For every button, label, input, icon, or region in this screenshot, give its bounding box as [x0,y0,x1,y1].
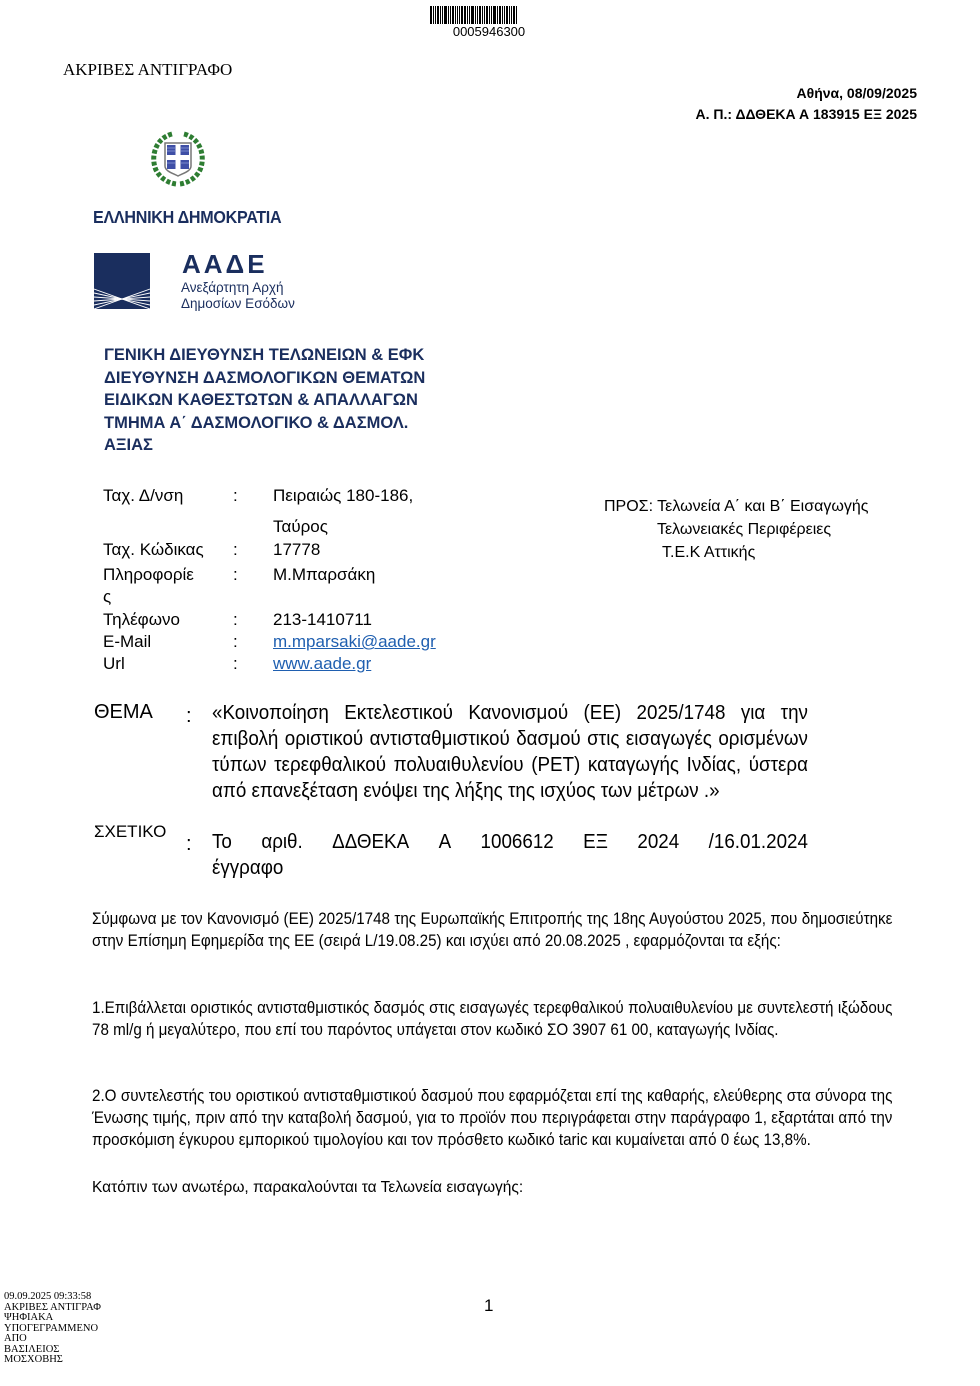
barcode-bar [513,6,515,24]
info-label-wrap: ς [103,587,112,606]
barcode-bar [511,6,512,24]
barcode-bar [430,6,432,24]
barcode-bar [464,6,466,24]
phone-label: Τηλέφωνο [103,610,180,629]
hellenic-republic-title: ΕΛΛΗΝΙΚΗ ΔΗΜΟΚΡΑΤΙΑ [93,207,282,227]
barcode-bar [469,6,470,24]
aade-subtitle-line: Ανεξάρτητη Αρχή [181,280,284,295]
barcode-bar [471,6,474,24]
barcode-bar [444,6,447,24]
exact-copy-stamp: ΑΚΡΙΒΕΣ ΑΝΤΙΓΡΑΦΟ [63,60,233,79]
barcode [430,6,548,24]
url-link[interactable]: www.aade.gr [273,654,372,673]
barcode-bar [437,6,439,24]
colon: : [233,654,238,673]
barcode-bar [493,6,496,24]
signature-line: ΜΟΣΧΟΒΗΣ [4,1354,63,1365]
aade-subtitle-line: Δημοσίων Εσόδων [181,296,295,311]
related-word: Το [212,831,232,853]
barcode-bar [499,6,501,24]
barcode-bar [433,6,434,24]
related-line: έγγραφο [212,857,284,879]
barcode-bar [486,6,488,24]
barcode-bar [457,6,458,24]
protocol-number: Α. Π.: ΔΔΘΕΚΑ Α 183915 ΕΞ 2025 [695,106,917,122]
signature-line: ΨΗΦΙΑΚΑ [4,1312,54,1323]
postal-code-label: Ταχ. Κώδικας [103,540,204,559]
related-word: ΕΞ [583,831,608,853]
department-line: ΓΕΝΙΚΗ ΔΙΕΥΘΥΝΣΗ ΤΕΛΩΝΕΙΩΝ & ΕΦΚ [104,346,425,364]
barcode-bar [502,6,503,24]
body-paragraph-closing: Κατόπιν των ανωτέρω, παρακαλούνται τα Τελωνεία εισαγωγής: [92,1179,524,1196]
department-block [104,344,425,457]
related-colon: : [186,833,192,855]
address-value: Πειραιώς 180-186, [273,486,414,505]
colon: : [233,610,238,629]
subject-label: ΘΕΜΑ [94,701,153,723]
signature-line: ΑΠΟ [4,1333,27,1344]
barcode-bar [477,6,478,24]
aade-subtitle [181,280,295,312]
signature-line: ΥΠΟΓΕΓΡΑΜΜΕΝΟ [4,1322,99,1334]
subject-colon: : [186,705,192,727]
related-line [212,829,808,855]
department-line: ΔΙΕΥΘΥΝΣΗ ΔΑΣΜΟΛΟΓΙΚΩΝ ΘΕΜΑΤΩΝ [104,368,426,387]
barcode-bar [459,6,460,24]
barcode-bar [450,6,451,24]
barcode-bar [452,6,454,24]
barcode-bar [482,6,483,24]
colon: : [233,486,238,505]
body-paragraph-item-2: 2.Ο συντελεστής του οριστικού αντισταθμιστικού δασμού που εφαρμόζεται επί της καθαρής, ελεύθερης στα σύνορα της Ένωσης τιμής, πριν από την καταβολή δασμού, για το προϊόν που περιγράφεται στην παράγραφο 1, εξαρτάται από την προσκόμιση έγκυρου εμπορικού τιμολογίου και τον πρόσθετο κωδικό taric και κυμαίνεται από 0 έως 13,8%. [92,1087,893,1149]
related-word: αριθ. [261,831,303,853]
barcode-bar [448,6,449,24]
address-value-2: Ταύρος [273,517,328,536]
phone-value: 213-1410711 [273,610,372,629]
colon: : [233,540,238,559]
related-word: 1006612 [480,831,554,853]
email-link[interactable]: m.mparsaki@aade.gr [273,632,436,651]
barcode-bar [497,6,498,24]
info-value: Μ.Μπαρσάκη [273,565,376,584]
related-word: 2024 [637,831,680,853]
page-number: 1 [484,1296,494,1315]
related-word: Α [438,831,452,853]
recipient-line: Τελωνειακές Περιφέρειες [657,521,832,538]
barcode-bar [516,6,517,24]
department-line: ΑΞΙΑΣ [104,436,153,454]
barcode-bar [455,6,456,24]
email-label: E-Mail [103,632,152,651]
body-paragraph: Σύμφωνα με τον Κανονισμό (ΕΕ) 2025/1748 της Ευρωπαϊκής Επιτροπής της 18ης Αυγούστου 2025, που δημοσιεύτηκε στην Επίσημη Εφημερίδα της ΕΕ (σειρά L/19.08.25) και ισχύει από 20.08.2025 , εφαρμόζονται τα εξής: [92,910,893,950]
barcode-bar [479,6,481,24]
barcode-bar [461,6,463,24]
barcode-bar [509,6,510,24]
department-line: ΕΙΔΙΚΩΝ ΚΑΘΕΣΤΩΤΩΝ & ΑΠΑΛΛΑΓΩΝ [104,391,418,409]
barcode-bar [489,6,490,24]
postal-code-value: 17778 [273,540,321,559]
related-word: ΔΔΘΕΚΑ [332,831,410,853]
related-word: /16.01.2024 [708,831,808,853]
address-label: Ταχ. Δ/νση [103,486,184,505]
recipient-line: Τ.Ε.Κ Αττικής [662,544,756,561]
barcode-bar [491,6,492,24]
aade-title: ΑΑΔΕ [182,249,268,279]
barcode-bar [506,6,508,24]
barcode-bar [435,6,436,24]
barcode-bar [442,6,443,24]
aade-logo-icon [94,253,150,309]
digital-signature-stamp [4,1292,101,1366]
signature-line: ΒΑΣΙΛΕΙΟΣ [4,1343,60,1355]
barcode-bar [467,6,468,24]
url-label: Url [103,654,125,673]
signature-line: ΑΚΡΙΒΕΣ ΑΝΤΙΓΡΑΦ [4,1301,101,1313]
related-text [212,829,808,881]
colon: : [233,632,238,651]
colon: : [233,565,238,584]
recipient-block [604,495,868,564]
document-date: Αθήνα, 08/09/2025 [796,85,917,101]
signature-line: 09.09.2025 09:33:58 [4,1291,92,1302]
barcode-bar [484,6,485,24]
subject-text: «Κοινοποίηση Εκτελεστικού Κανονισμού (ΕΕ) 2025/1748 για την επιβολή οριστικού αντισταθμιστικού δασμού στις εισαγωγές ορισμένων τύπων τερεφθαλικού πολυαιθυλενίου (PET) καταγωγής Ινδίας, ύστερα από επανεξέταση ενόψει της λήξης της ισχύος των μέτρων .» [212,702,808,802]
body-paragraph-item-1: 1.Επιβάλλεται οριστικός αντισταθμιστικός δασμός στις εισαγωγές τερεφθαλικού πολυαιθυλενίου με συντελεστή ιξώδους 78 ml/g ή μεγαλύτερο, που επί του παρόντος υπάγεται στον κωδικό ΣΟ 3907 61 00, καταγωγής Ινδίας. [92,999,893,1039]
barcode-bar [440,6,441,24]
barcode-bar [504,6,505,24]
info-label: Πληροφορίε [103,565,194,584]
department-line: ΤΜΗΜΑ Α΄ ΔΑΣΜΟΛΟΓΙΚΟ & ΔΑΣΜΟΛ. [104,413,409,432]
related-label: ΣΧΕΤΙΚΟ [94,822,167,841]
barcode-number: 0005946300 [452,24,526,39]
recipient-line: ΠΡΟΣ: Τελωνεία Α΄ και Β΄ Εισαγωγής [604,498,869,515]
barcode-bar [475,6,476,24]
greek-coat-of-arms-icon [148,128,208,190]
